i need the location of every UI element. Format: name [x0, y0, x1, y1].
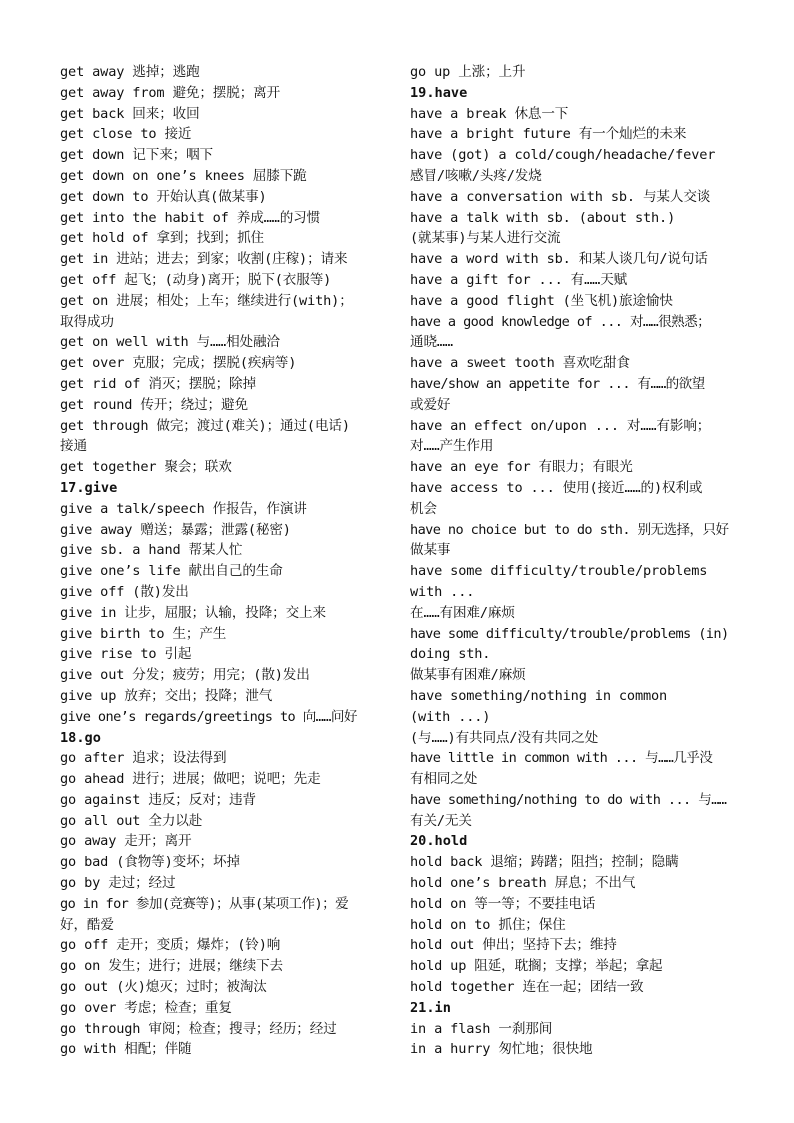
phrase-line: get down 记下来；咽下: [60, 147, 213, 164]
phrase-line: have/show an appetite for ... 有……的欲望: [410, 375, 705, 392]
phrase-line: go all out 全力以赴: [60, 812, 203, 829]
section-heading: 21.in: [410, 999, 451, 1016]
phrase-line: 在……有困难/麻烦: [410, 604, 515, 621]
phrase-line: 取得成功: [60, 313, 114, 330]
phrase-line: 接通: [60, 438, 87, 455]
phrase-line: go over 考虑；检查；重复: [60, 999, 232, 1016]
phrase-line: have some difficulty/trouble/problems: [410, 563, 708, 580]
phrase-line: hold together 连在一起；团结一致: [410, 979, 644, 996]
phrase-line: have (got) a cold/cough/headache/fever: [410, 147, 716, 164]
phrase-line: get round 传开；绕过；避免: [60, 396, 248, 413]
phrase-line: 有相同之处: [410, 771, 478, 788]
phrase-line: 做某事有困难/麻烦: [410, 667, 526, 684]
phrase-line: hold out 伸出；坚持下去；维持: [410, 937, 617, 954]
right-column: [410, 62, 740, 1060]
phrase-line: give rise to 引起: [60, 646, 192, 663]
phrase-line: have a break 休息一下: [410, 105, 569, 122]
phrase-line: hold on to 抓住；保住: [410, 916, 566, 933]
phrase-line: go off 走开；变质；爆炸；(铃)响: [60, 937, 281, 954]
section-heading: 17.give: [60, 479, 118, 496]
phrase-line: hold on 等一等；不要挂电话: [410, 895, 596, 912]
phrase-line: have an effect on/upon ... 对……有影响；: [410, 417, 711, 434]
phrase-line: have a conversation with sb. 与某人交谈: [410, 188, 711, 205]
phrase-line: have something/nothing in common: [410, 687, 668, 704]
phrase-line: hold back 退缩；踌躇；阻挡；控制；隐瞒: [410, 854, 679, 871]
phrase-line: get on well with 与……相处融洽: [60, 334, 280, 351]
phrase-line: go through 审阅；检查；搜寻；经历；经过: [60, 1020, 337, 1037]
phrase-line: with ...: [410, 583, 475, 600]
phrase-line: get away 逃掉；逃跑: [60, 64, 200, 80]
phrase-line: 感冒/咳嗽/头疼/发烧: [410, 167, 542, 184]
phrase-line: have little in common with ... 与……几乎没: [410, 750, 713, 767]
phrase-line: get off 起飞；(动身)离开；脱下(衣服等): [60, 271, 332, 288]
section-heading: 18.go: [60, 729, 101, 746]
phrase-line: give out 分发；疲劳；用完；(散)发出: [60, 667, 310, 684]
phrase-line: give one’s regards/greetings to 向……问好: [60, 708, 357, 725]
phrase-line: have a good knowledge of ... 对……很熟悉；: [410, 313, 711, 330]
phrase-line: give one’s life 献出自己的生命: [60, 563, 283, 580]
phrase-line: have something/nothing to do with ... 与……: [410, 791, 727, 808]
phrase-line: get on 进展；相处；上车；继续进行(with)；: [60, 292, 353, 309]
phrase-line: get away from 避免；摆脱；离开: [60, 84, 281, 101]
phrase-line: have access to ... 使用(接近……的)权利或: [410, 479, 703, 496]
phrase-line: 通晓……: [410, 334, 453, 351]
phrase-line: get into the habit of 养成……的习惯: [60, 209, 321, 226]
phrase-line: go out (火)熄灭；过时；被淘汰: [60, 979, 267, 996]
phrase-line: 或爱好: [410, 396, 451, 413]
phrase-line: give up 放弃；交出；投降；泄气: [60, 687, 273, 704]
phrase-line: go in for 参加(竞赛等)；从事(某项工作)；爱: [60, 895, 349, 912]
phrase-line: give in 让步，屈服；认输，投降；交上来: [60, 604, 326, 621]
phrase-line: get rid of 消灭；摆脱；除掉: [60, 375, 256, 392]
phrase-line: in a flash 一刹那间: [410, 1020, 553, 1037]
phrase-line: go against 违反；反对；违背: [60, 791, 256, 808]
phrase-line: go after 追求；设法得到: [60, 750, 227, 767]
left-column: [60, 62, 390, 1060]
phrase-line: go ahead 进行；进展；做吧；说吧；先走: [60, 771, 321, 788]
phrase-line: (与……)有共同点/没有共同之处: [410, 729, 599, 746]
phrase-line: doing sth.: [410, 646, 491, 663]
phrase-line: get close to 接近: [60, 126, 192, 143]
section-heading: 20.hold: [410, 833, 468, 850]
phrase-line: get down to 开始认真(做某事): [60, 188, 267, 205]
phrase-line: hold up 阻延，耽搁；支撑；举起；拿起: [410, 958, 663, 975]
phrase-line: 机会: [410, 500, 437, 517]
phrase-line: get hold of 拿到；找到；抓住: [60, 230, 264, 247]
phrase-line: give away 赠送；暴露；泄露(秘密): [60, 521, 291, 538]
phrase-line: give off (散)发出: [60, 583, 189, 600]
phrase-line: have a sweet tooth 喜欢吃甜食: [410, 355, 630, 372]
phrase-line: in a hurry 匆忙地；很快地: [410, 1041, 593, 1058]
phrase-line: give a talk/speech 作报告，作演讲: [60, 500, 307, 517]
phrase-line: (就某事)与某人进行交流: [410, 230, 561, 247]
phrase-line: 有关/无关: [410, 812, 472, 829]
phrase-line: have a good flight (坐飞机)旅途愉快: [410, 292, 673, 309]
phrase-line: have some difficulty/trouble/problems (in): [410, 625, 729, 642]
phrase-line: get together 聚会；联欢: [60, 459, 232, 476]
phrase-line: 对……产生作用: [410, 438, 494, 455]
phrase-line: have a word with sb. 和某人谈几句/说句话: [410, 251, 708, 268]
phrase-line: 做某事: [410, 542, 451, 559]
phrase-line: get in 进站；进去；到家；收割(庄稼)；请来: [60, 251, 348, 268]
phrase-line: hold one’s breath 屏息；不出气: [410, 875, 636, 892]
phrase-line: (with ...): [410, 708, 491, 725]
phrase-line: go on 发生；进行；进展；继续下去: [60, 958, 283, 975]
phrase-line: go bad (食物等)变坏；坏掉: [60, 854, 240, 871]
phrase-line: go away 走开；离开: [60, 833, 192, 850]
phrase-line: have a bright future 有一个灿烂的未来: [410, 126, 687, 143]
phrase-line: 好，酷爱: [60, 916, 114, 933]
phrase-line: go up 上涨；上升: [410, 64, 526, 80]
phrase-line: have a gift for ... 有……天赋: [410, 271, 628, 288]
phrase-line: go by 走过；经过: [60, 875, 176, 892]
phrase-line: give sb. a hand 帮某人忙: [60, 542, 243, 559]
phrase-line: get back 回来；收回: [60, 105, 200, 122]
phrase-line: have an eye for 有眼力；有眼光: [410, 459, 633, 476]
phrase-line: give birth to 生；产生: [60, 625, 227, 642]
phrase-line: get over 克服；完成；摆脱(疾病等): [60, 355, 297, 372]
phrase-line: have a talk with sb. (about sth.): [410, 209, 676, 226]
phrase-line: get through 做完；渡过(难关)；通过(电话): [60, 417, 350, 434]
phrase-line: have no choice but to do sth. 别无选择，只好: [410, 521, 729, 538]
phrase-line: get down on one’s knees 屈膝下跪: [60, 167, 307, 184]
section-heading: 19.have: [410, 84, 468, 101]
phrase-line: go with 相配；伴随: [60, 1041, 192, 1058]
